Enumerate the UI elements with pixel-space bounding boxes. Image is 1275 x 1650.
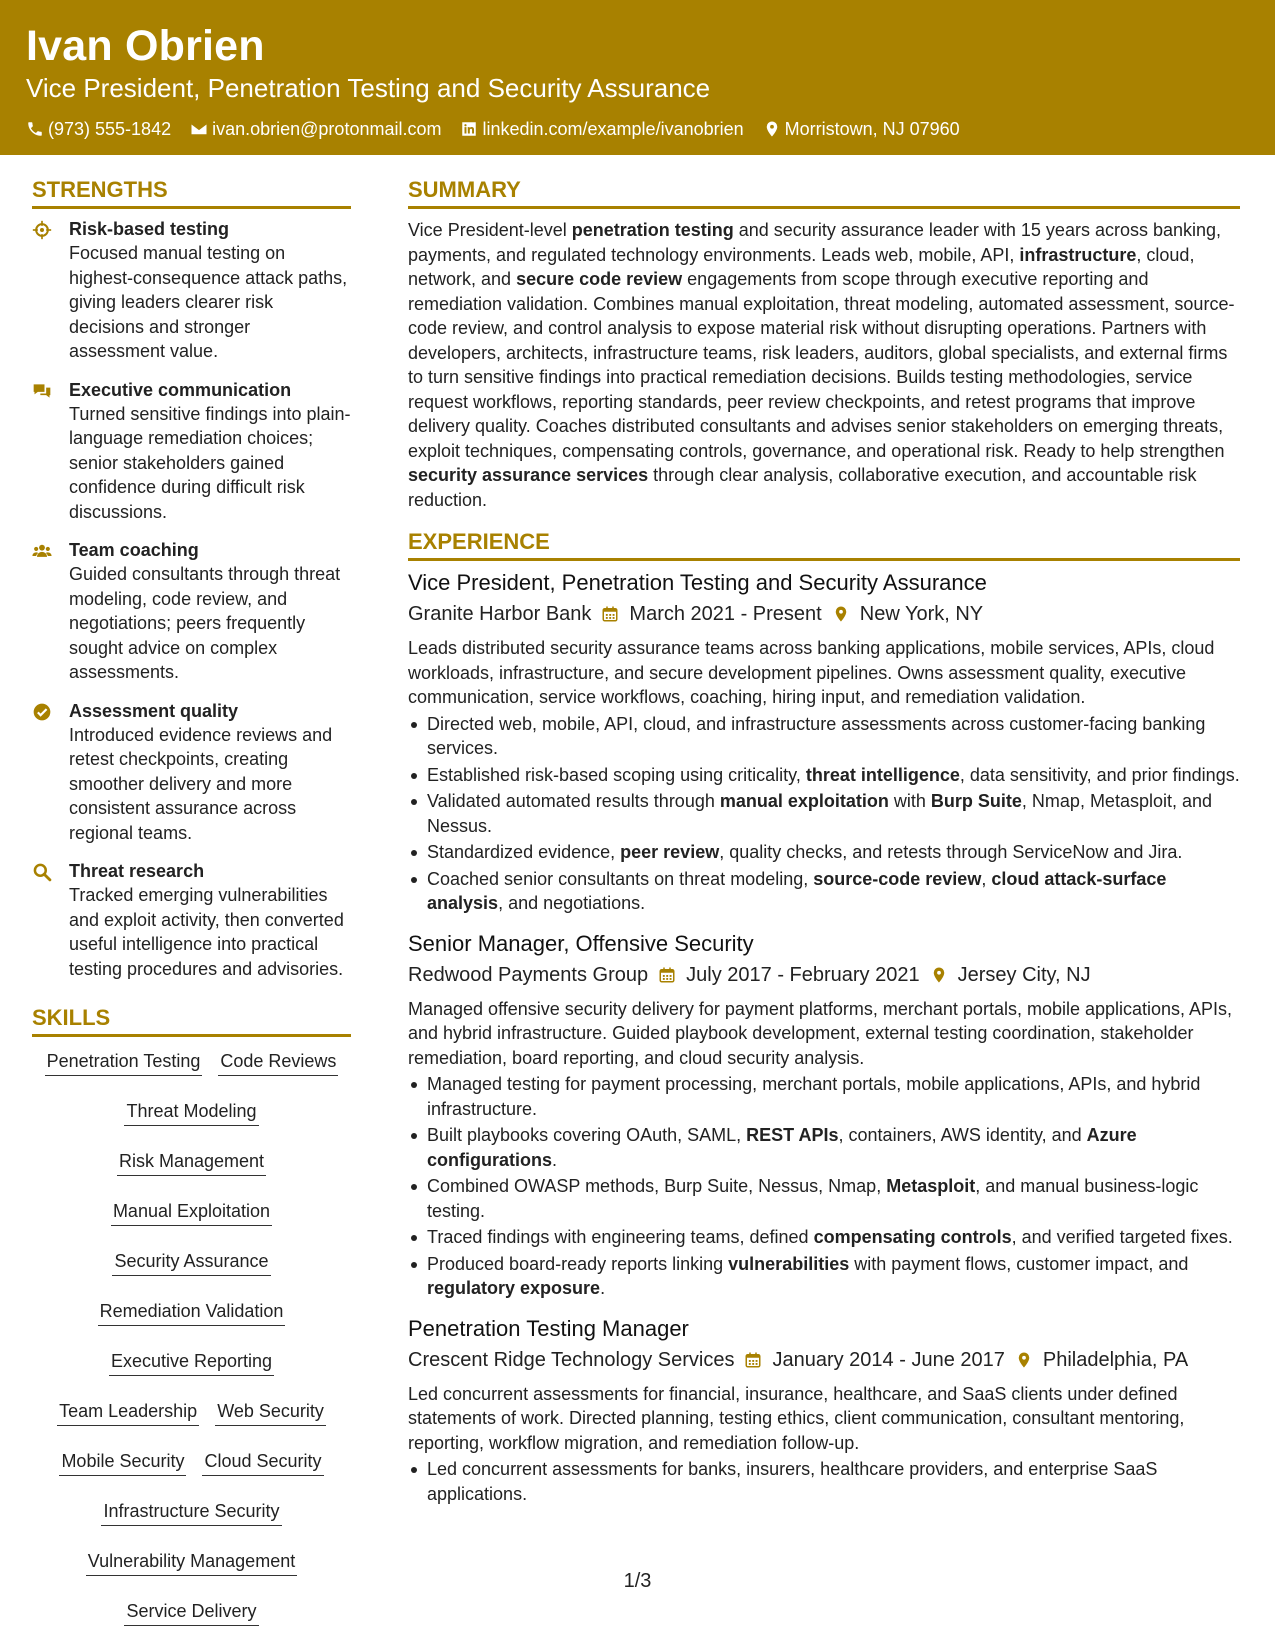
bullet-item: [408, 840, 1240, 865]
page-number: 1/3: [623, 1570, 652, 1592]
map-pin-icon: [930, 966, 948, 984]
text-run: Directed web, mobile, API, cloud, and infrastructure assessments across customer-facing banking services.: [427, 713, 1206, 758]
bold-keyword: security assurance services: [408, 465, 649, 485]
job-title: Senior Manager, Offensive Security: [408, 930, 754, 956]
summary-heading: SUMMARY: [408, 177, 1240, 209]
job-entry: [408, 568, 1240, 916]
bold-keyword: peer review: [620, 842, 720, 862]
text-run: ,: [981, 868, 992, 889]
bold-keyword: penetration testing: [571, 220, 734, 240]
email-text: ivan.obrien@protonmail.com: [212, 119, 442, 139]
job-title: Vice President, Penetration Testing and Security Assurance: [408, 570, 987, 595]
skill-tag: Executive Reporting: [109, 1343, 274, 1376]
check-circle-icon: [32, 699, 69, 846]
bold-keyword: infrastructure: [1019, 244, 1137, 265]
text-run: .: [552, 1149, 558, 1170]
skill-tag: Web Security: [215, 1393, 326, 1426]
bold-keyword: Metasploit: [886, 1176, 976, 1196]
text-run: , and negotiations.: [498, 893, 646, 913]
text-run: with: [888, 791, 931, 811]
strength-item: [32, 378, 351, 525]
job-title: Penetration Testing Manager: [408, 1315, 689, 1341]
strength-title: Team coaching: [69, 540, 199, 560]
job-dates: March 2021 - Present: [629, 603, 822, 625]
summary-text: [408, 218, 1240, 512]
strength-item: [32, 217, 351, 364]
job-meta: [408, 1346, 1240, 1374]
skill-tag: Remediation Validation: [98, 1293, 286, 1326]
bullet-item: [408, 1225, 1240, 1250]
strengths-heading: STRENGTHS: [32, 177, 351, 209]
contact-phone: [26, 118, 171, 140]
job-entry: [408, 1314, 1240, 1507]
users-icon: [32, 538, 69, 685]
envelope-icon: [190, 120, 208, 138]
location-text: Morristown, NJ 07960: [784, 119, 960, 139]
skill-tag: Mobile Security: [59, 1443, 186, 1476]
job-location: Jersey City, NJ: [957, 963, 1091, 986]
map-pin-icon: [1015, 1351, 1033, 1369]
strength-description: Introduced evidence reviews and retest checkpoints, creating smoother delivery and more consistent assurance across regional teams.: [69, 724, 333, 843]
skill-tag: Vulnerability Management: [86, 1543, 297, 1576]
text-run: , and verified targeted fixes.: [1011, 1227, 1233, 1247]
skills-list: [32, 1043, 351, 1643]
job-description: Managed offensive security delivery for payment platforms, merchant portals, mobile applications, APIs, and hybrid infrastructure. Guided playbook development, external testing coordination, stakeholder remediation, board reporting, and cloud security analysis.: [408, 998, 1233, 1068]
bold-keyword: Burp Suite: [930, 791, 1022, 811]
job-location: Philadelphia, PA: [1042, 1348, 1189, 1371]
strength-title: Executive communication: [69, 379, 292, 400]
strength-title: Assessment quality: [69, 700, 239, 721]
bullet-item: [408, 712, 1240, 761]
text-run: Standardized evidence,: [427, 842, 621, 862]
bold-keyword: secure code review: [516, 269, 683, 289]
strength-description: Turned sensitive findings into plain-language remediation choices; senior stakeholders gained confidence during difficult risk discussions.: [69, 403, 351, 522]
jobs-list: [408, 568, 1240, 1506]
text-run: , data sensitivity, and prior findings.: [959, 764, 1240, 785]
job-location: New York, NY: [859, 603, 984, 625]
calendar-icon: [601, 605, 619, 623]
contact-linkedin[interactable]: [460, 118, 743, 140]
text-run: and security assurance leader with 15 years across banking, payments, and regulated technology environments. Leads web, mobile, API,: [408, 220, 1222, 265]
contact-location: [763, 118, 960, 140]
text-run: Managed testing for payment processing, merchant portals, mobile applications, APIs, and hybrid infrastructure.: [427, 1074, 1201, 1119]
linkedin-text: linkedin.com/example/ivanobrien: [482, 119, 744, 139]
bold-keyword: cloud attack-surface analysis: [427, 868, 1167, 913]
strength-description: Guided consultants through threat modeling, code review, and negotiations; peers frequently sought advice on complex assessments.: [69, 564, 341, 682]
text-run: Coached senior consultants on threat modeling,: [427, 868, 814, 889]
skill-tag: Cloud Security: [202, 1443, 323, 1476]
text-run: with payment flows, customer impact, and: [849, 1253, 1189, 1274]
job-meta: [408, 961, 1240, 989]
calendar-icon: [744, 1351, 762, 1369]
bold-keyword: source-code review: [813, 868, 982, 889]
bold-keyword: Azure configurations: [427, 1125, 1137, 1170]
bullet-item: [408, 763, 1240, 788]
company-name: Crescent Ridge Technology Services: [408, 1348, 735, 1371]
text-run: , cloud, network, and: [408, 244, 1195, 289]
skill-tag: Code Reviews: [218, 1043, 338, 1076]
text-run: , and manual business-logic testing.: [427, 1176, 1199, 1221]
bold-keyword: REST APIs: [746, 1125, 839, 1145]
bullet-item: [408, 867, 1240, 916]
text-run: , containers, AWS identity, and: [838, 1125, 1087, 1145]
candidate-title: Vice President, Penetration Testing and Security Assurance: [26, 73, 711, 103]
job-meta: [408, 600, 1240, 628]
strengths-list: [32, 217, 351, 981]
bullet-item: [408, 1457, 1240, 1506]
bold-keyword: threat intelligence: [805, 764, 960, 785]
map-pin-icon: [763, 120, 781, 138]
skill-tag: Risk Management: [117, 1143, 266, 1176]
text-run: Validated automated results through: [427, 791, 720, 811]
bold-keyword: compensating controls: [813, 1227, 1012, 1247]
map-pin-icon: [832, 605, 850, 623]
job-dates: January 2014 - June 2017: [772, 1348, 1005, 1371]
experience-heading: EXPERIENCE: [408, 529, 1240, 561]
skill-tag: Manual Exploitation: [111, 1193, 272, 1226]
strength-item: [32, 699, 351, 846]
resume-header: [0, 0, 1275, 155]
skill-tag: Service Delivery: [124, 1593, 258, 1626]
strength-description: Focused manual testing on highest-consequence attack paths, giving leaders clearer risk decisions and stronger assessment value.: [69, 243, 348, 361]
contact-email[interactable]: [190, 118, 441, 140]
skill-tag: Team Leadership: [57, 1393, 199, 1426]
crosshair-icon: [32, 217, 69, 364]
bold-keyword: regulatory exposure: [427, 1278, 601, 1298]
bullet-item: [408, 789, 1240, 838]
strength-description: Tracked emerging vulnerabilities and exploit activity, then converted useful intelligence into practical testing procedures and advisories.: [69, 885, 344, 979]
text-run: .: [600, 1278, 606, 1298]
strength-title: Risk-based testing: [69, 219, 230, 239]
contact-bar: [26, 118, 1275, 140]
left-column: [32, 177, 351, 1643]
text-run: Traced findings with engineering teams, defined: [427, 1227, 814, 1247]
chat-bubbles-icon: [32, 378, 69, 525]
job-entry: [408, 929, 1240, 1301]
job-description: Led concurrent assessments for financial, insurance, healthcare, and SaaS clients under defined statements of work. Directed planning, testing ethics, client communication, consultant mentoring, reporting, workflow migration, and remediation follow-up.: [408, 1383, 1185, 1453]
skill-tag: Infrastructure Security: [101, 1493, 281, 1526]
bullet-item: [408, 1174, 1240, 1223]
text-run: , Nmap, Metasploit, and Nessus.: [427, 791, 1213, 836]
candidate-name: Ivan Obrien: [26, 22, 265, 70]
search-icon: [32, 859, 69, 981]
phone-icon: [26, 120, 44, 138]
skill-tag: Threat Modeling: [124, 1093, 258, 1126]
linkedin-icon: [460, 120, 478, 138]
bullet-item: [408, 1123, 1240, 1172]
text-run: , quality checks, and retests through ServiceNow and Jira.: [719, 842, 1183, 862]
job-description: Leads distributed security assurance teams across banking applications, mobile services, APIs, cloud workloads, infrastructure, and secure development pipelines. Owns assessment quality, executive communication, service workflows, coaching, hiring input, and remediation validation.: [408, 638, 1215, 707]
bullet-item: [408, 1252, 1240, 1301]
text-run: Vice President-level: [408, 220, 572, 240]
skill-tag: Penetration Testing: [45, 1043, 203, 1076]
skills-heading: SKILLS: [32, 1005, 351, 1037]
job-bullets: [408, 1457, 1240, 1506]
strength-title: Threat research: [69, 861, 205, 881]
phone-text: (973) 555-1842: [48, 119, 172, 139]
job-dates: July 2017 - February 2021: [686, 963, 920, 986]
calendar-icon: [658, 966, 676, 984]
company-name: Redwood Payments Group: [408, 963, 649, 986]
job-bullets: [408, 712, 1240, 916]
job-bullets: [408, 1072, 1240, 1301]
strength-item: [32, 538, 351, 685]
company-name: Granite Harbor Bank: [408, 603, 592, 625]
bold-keyword: manual exploitation: [719, 791, 889, 811]
text-run: Combined OWASP methods, Burp Suite, Nessus, Nmap,: [427, 1176, 887, 1196]
text-run: Established risk-based scoping using criticality,: [427, 764, 806, 785]
text-run: Built playbooks covering OAuth, SAML,: [427, 1125, 747, 1145]
bold-keyword: vulnerabilities: [728, 1253, 850, 1274]
strength-item: [32, 859, 351, 981]
text-run: Produced board-ready reports linking: [427, 1253, 729, 1274]
skill-tag: Security Assurance: [112, 1243, 270, 1276]
right-column: [408, 177, 1240, 1508]
bullet-item: [408, 1072, 1240, 1121]
text-run: through clear analysis, collaborative execution, and accountable risk reduction.: [408, 465, 1197, 510]
text-run: engagements from scope through executive reporting and remediation validation. Combines manual exploitation, threat modeling, automated assessment, source-code review, and control analysis to expose material risk without disrupting operations. Partners with developers, architects, infrastructure teams, risk leaders, auditors, global specialists, and external firms to turn sensitive findings into practical remediation decisions. Builds testing methodologies, service request workflows, reporting standards, peer review checkpoints, and retest programs that improve delivery quality. Coaches distributed consultants and advises senior stakeholders on emerging threats, exploit techniques, compensating controls, governance, and operational risk. Ready to help strengthen: [408, 269, 1235, 461]
text-run: Led concurrent assessments for banks, insurers, healthcare providers, and enterprise SaaS applications.: [427, 1459, 1158, 1504]
